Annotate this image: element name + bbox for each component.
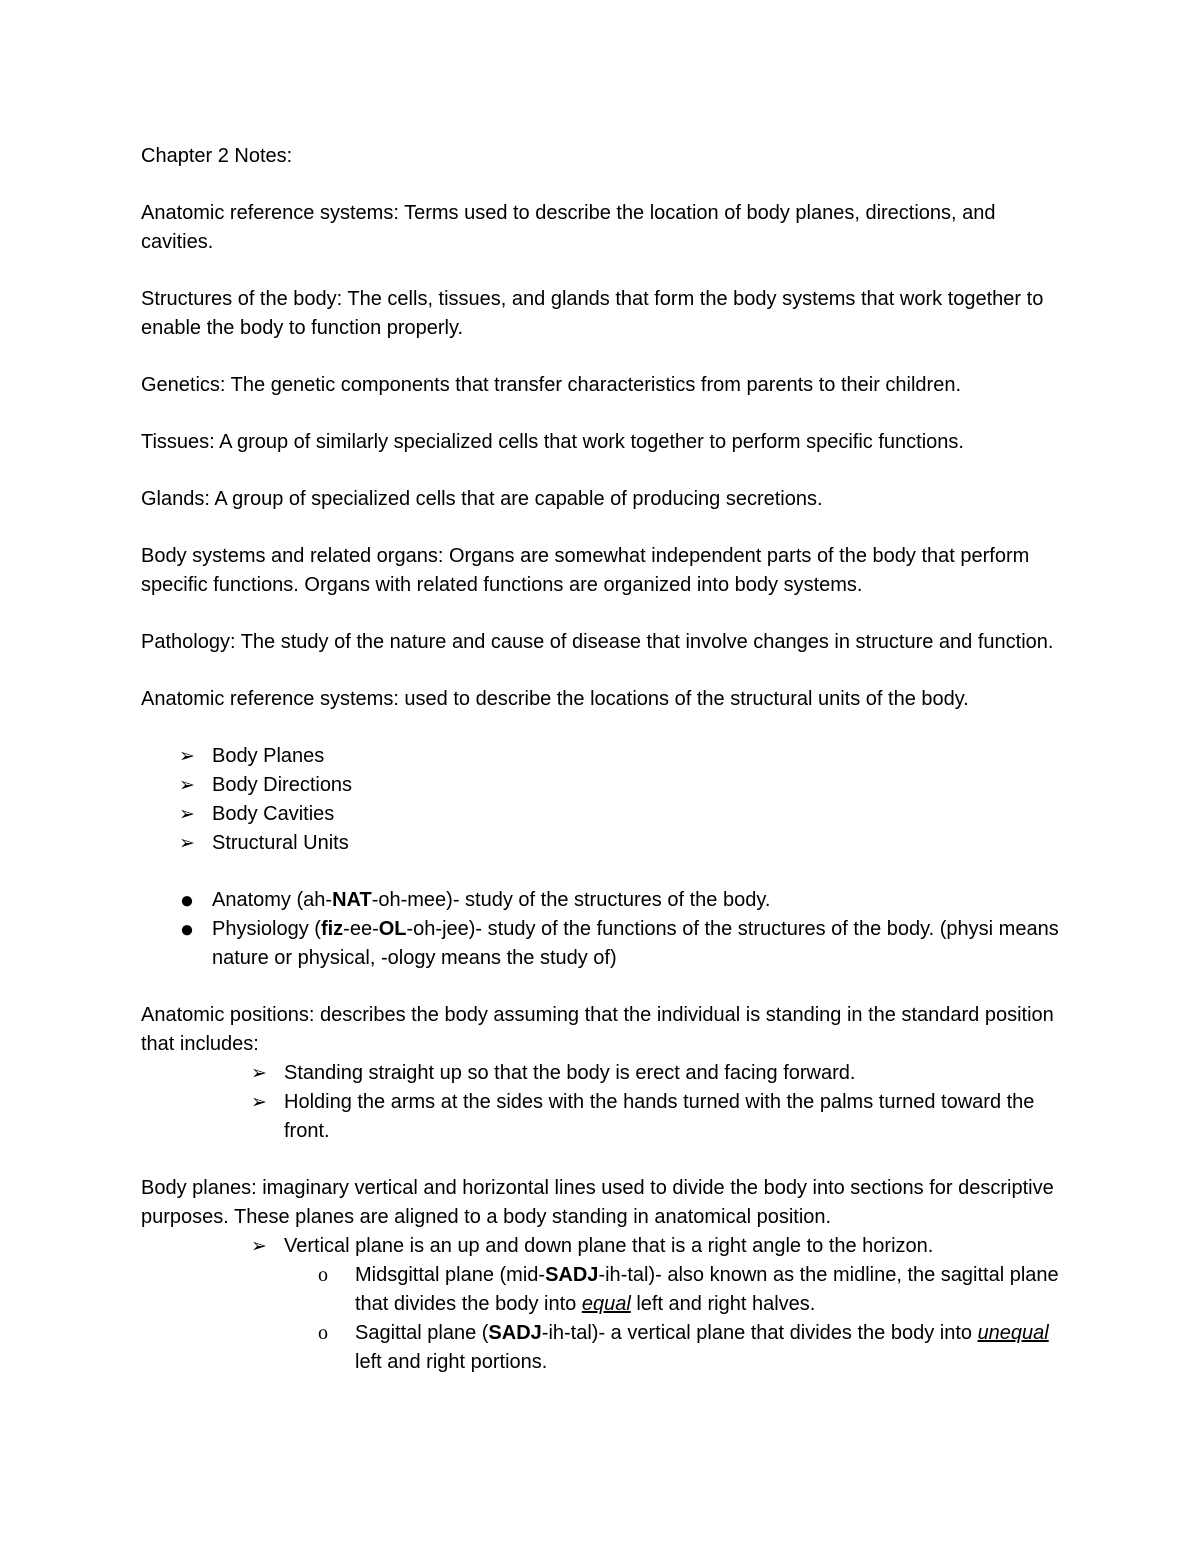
list-item: ➢ Structural Units [141, 829, 1060, 858]
vertical-planes-sublist [141, 1261, 1060, 1377]
page-title: Chapter 2 Notes: [141, 145, 293, 167]
definition-list [141, 886, 1060, 973]
paragraph-glands: Glands: A group of specialized cells that are capable of producing secretions. [141, 488, 823, 510]
arrow-bullet-icon: ➢ [251, 1092, 267, 1113]
paragraph-pathology: Pathology: The study of the nature and cause of disease that involve changes in structure and function. [141, 631, 1054, 653]
arrow-bullet-icon: ➢ [251, 1063, 267, 1084]
list-item-physiology: ● Physiology (fiz-ee-OL-oh-jee)- study of the functions of the structures of the body. (physi means nature or physical, -ology means the study of) [141, 915, 1060, 973]
paragraph-anatomic-positions: Anatomic positions: describes the body assuming that the individual is standing in the standard position that includes: [141, 1004, 1054, 1055]
paragraph-body-systems: Body systems and related organs: Organs are somewhat independent parts of the body that perform specific functions. Organs with related functions are organized into body systems. [141, 545, 1030, 596]
bullet-dot-icon: ● [179, 916, 195, 943]
arrow-bullet-icon: ➢ [179, 775, 195, 796]
arrow-bullet-icon: ➢ [179, 804, 195, 825]
list-item-sagittal: o Sagittal plane (SADJ-ih-tal)- a vertical plane that divides the body into unequal left and right portions. [141, 1319, 1060, 1377]
list-item-vertical-plane: ➢ Vertical plane is an up and down plane that is a right angle to the horizon. [141, 1232, 1060, 1261]
paragraph-structures: Structures of the body: The cells, tissues, and glands that form the body systems that work together to enable the body to function properly. [141, 288, 1044, 339]
arrow-bullet-icon: ➢ [179, 833, 195, 854]
reference-list [141, 742, 1060, 858]
list-item: ➢ Body Cavities [141, 800, 1060, 829]
circle-bullet-icon: o [318, 1264, 328, 1286]
list-item-midsagittal: o Midsgittal plane (mid-SADJ-ih-tal)- also known as the midline, the sagittal plane that divides the body into equal left and right halves. [141, 1261, 1060, 1319]
paragraph-genetics: Genetics: The genetic components that transfer characteristics from parents to their children. [141, 374, 962, 396]
circle-bullet-icon: o [318, 1322, 328, 1344]
list-item: ➢ Body Directions [141, 771, 1060, 800]
list-item: ➢ Standing straight up so that the body is erect and facing forward. [141, 1059, 1060, 1088]
positions-list [141, 1059, 1060, 1146]
paragraph-anatomic-reference: Anatomic reference systems: Terms used to describe the location of body planes, directions, and cavities. [141, 202, 996, 253]
list-item: ➢ Body Planes [141, 742, 1060, 771]
arrow-bullet-icon: ➢ [251, 1236, 267, 1257]
list-item: ➢ Holding the arms at the sides with the hands turned with the palms turned toward the front. [141, 1088, 1060, 1146]
planes-list [141, 1232, 1060, 1261]
bullet-dot-icon: ● [179, 887, 195, 914]
paragraph-body-planes: Body planes: imaginary vertical and horizontal lines used to divide the body into sections for descriptive purposes. These planes are aligned to a body standing in anatomical position. [141, 1177, 1054, 1228]
list-item-anatomy: ● Anatomy (ah-NAT-oh-mee)- study of the structures of the body. [141, 886, 1060, 915]
paragraph-tissues: Tissues: A group of similarly specialized cells that work together to perform specific functions. [141, 431, 964, 453]
paragraph-reference-systems: Anatomic reference systems: used to describe the locations of the structural units of the body. [141, 688, 969, 710]
arrow-bullet-icon: ➢ [179, 746, 195, 767]
